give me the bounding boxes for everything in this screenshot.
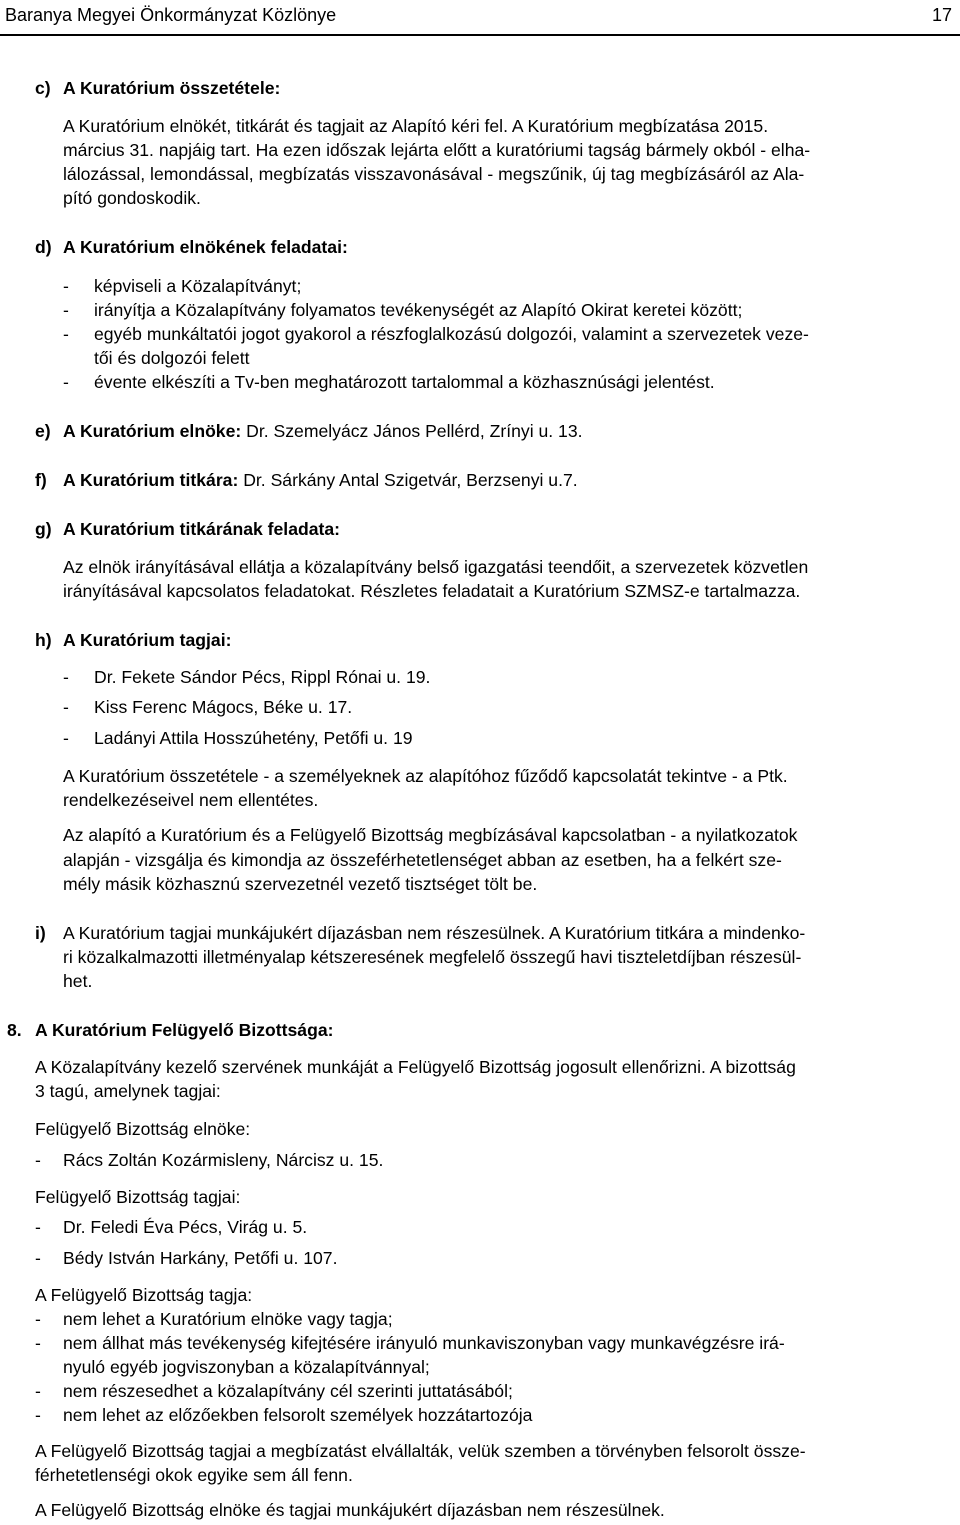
section-e-value: Dr. Szemelyácz János Pellérd, Zrínyi u. 13. [246,421,583,441]
list-dash: - [35,1405,41,1425]
section-c-line: március 31. napjáig tart. Ha ezen időszak lejárta előtt a kuratóriumi tagság bármely okból - elha- [63,140,811,160]
section-i-line: A Kuratórium tagjai munkájukért díjazásban nem részesülnek. A Kuratórium titkára a mindenko- [63,923,806,943]
list-dash: - [63,300,69,320]
members-label: Felügyelő Bizottság tagjai: [35,1187,241,1207]
member-item: Dr. Feledi Éva Pécs, Virág u. 5. [63,1217,308,1237]
list-dash: - [63,667,69,687]
list-dash: - [35,1248,41,1268]
list-dash: - [63,728,69,748]
section-f-value: Dr. Sárkány Antal Szigetvár, Berzsenyi u.7. [243,470,578,490]
section-c-line: pító gondoskodik. [63,188,201,208]
section-e-label: e) [35,421,51,441]
rule-item: nem részesedhet a közalapítvány cél szerinti juttatásából; [63,1381,513,1401]
list-dash: - [35,1333,41,1353]
list-dash: - [63,372,69,392]
paragraph-line: férhetetlenségi okok egyike sem áll fenn. [35,1465,353,1485]
rule-item: nem lehet az előzőekben felsorolt személyek hozzátartozója [63,1405,533,1425]
section-8-heading: A Kuratórium Felügyelő Bizottsága: [35,1020,334,1040]
section-f-label: f) [35,470,47,490]
member-item: Kiss Ferenc Mágocs, Béke u. 17. [94,697,353,717]
paragraph-line: A Felügyelő Bizottság tagjai a megbízatást elvállalták, velük szemben a törvényben felsorolt össze- [35,1441,806,1461]
section-g-heading: A Kuratórium titkárának feladata: [63,519,341,539]
paragraph-line: 3 tagú, amelynek tagjai: [35,1081,221,1101]
section-d-heading: A Kuratórium elnökének feladatai: [63,237,348,257]
list-dash: - [35,1150,41,1170]
section-i-label: i) [35,923,46,943]
list-dash: - [35,1309,41,1329]
section-g-line: Az elnök irányításával ellátja a közalapítvány belső igazgatási teendőit, a szervezetek közvetlen [63,557,809,577]
section-f-heading: A Kuratórium titkára: [63,470,239,490]
paragraph-line: A Közalapítvány kezelő szervének munkáját a Felügyelő Bizottság jogosult ellenőrizni. A bizottság [35,1057,796,1077]
section-d-label: d) [35,237,52,257]
section-i-line: het. [63,971,93,991]
section-h-heading: A Kuratórium tagjai: [63,630,232,650]
page-number: 17 [931,5,952,25]
member-item: Ladányi Attila Hosszúhetény, Petőfi u. 19 [94,728,413,748]
rule-item-continuation: nyuló egyéb jogviszonyban a közalapítvánnyal; [63,1357,430,1377]
section-c-heading: A Kuratórium összetétele: [63,78,281,98]
section-g-label: g) [35,519,52,539]
paragraph-line: A Felügyelő Bizottság elnöke és tagjai munkájukért díjazásban nem részesülnek. [35,1500,665,1520]
chair-label: Felügyelő Bizottság elnöke: [35,1119,251,1139]
list-dash: - [63,276,69,296]
list-dash: - [35,1217,41,1237]
list-dash: - [63,324,69,344]
section-h-label: h) [35,630,52,650]
section-c-line: A Kuratórium elnökét, titkárát és tagjait az Alapító kéri fel. A Kuratórium megbízatása 2015. [63,116,769,136]
member-item: Bédy István Harkány, Petőfi u. 107. [63,1248,338,1268]
chair-item: Rács Zoltán Kozármisleny, Nárcisz u. 15. [63,1150,384,1170]
member-item: Dr. Fekete Sándor Pécs, Rippl Rónai u. 19. [94,667,431,687]
section-8-label: 8. [7,1020,22,1040]
rule-item: nem állhat más tevékenység kifejtésére irányuló munkaviszonyban vagy munkavégzésre irá- [63,1333,785,1353]
section-f-row [63,467,578,493]
journal-title: Baranya Megyei Önkormányzat Közlönye [5,5,337,25]
list-item: képviseli a Közalapítványt; [94,276,302,296]
page-header [0,0,960,36]
list-dash: - [63,697,69,717]
rule-item: nem lehet a Kuratórium elnöke vagy tagja; [63,1309,393,1329]
paragraph-line: mély másik közhasznú szervezetnél vezető tisztséget tölt be. [63,874,538,894]
list-dash: - [35,1381,41,1401]
section-c-label: c) [35,78,51,98]
paragraph-line: rendelkezéseivel nem ellentétes. [63,790,319,810]
list-item-continuation: tői és dolgozói felett [94,348,250,368]
section-c-line: lálozással, lemondással, megbízatás visszavonásával - megszűnik, új tag megbízásáról az Ala- [63,164,805,184]
section-i-line: ri közalkalmazotti illetményalap kétszeresének megfelelő összegű havi tiszteletdíjban részesül- [63,947,802,967]
list-item: évente elkészíti a Tv-ben meghatározott tartalommal a közhasznúsági jelentést. [94,372,715,392]
paragraph-line: alapján - vizsgálja és kimondja az összeférhetetlenséget abban az esetben, ha a felkért sze- [63,850,782,870]
paragraph-line: A Kuratórium összetétele - a személyeknek az alapítóhoz fűződő kapcsolatát tekintve - a Ptk. [63,766,788,786]
member-rules-label: A Felügyelő Bizottság tagja: [35,1285,253,1305]
list-item: irányítja a Közalapítvány folyamatos tevékenységét az Alapító Okirat keretei között; [94,300,743,320]
list-item: egyéb munkáltatói jogot gyakorol a részfoglalkozású dolgozói, valamint a szervezetek veze- [94,324,809,344]
section-e-heading: A Kuratórium elnöke: [63,421,242,441]
section-g-line: irányításával kapcsolatos feladatokat. Részletes feladatait a Kuratórium SZMSZ-e tartalmazza. [63,581,801,601]
section-e-row [63,418,583,444]
paragraph-line: Az alapító a Kuratórium és a Felügyelő Bizottság megbízásával kapcsolatban - a nyilatkozatok [63,825,798,845]
